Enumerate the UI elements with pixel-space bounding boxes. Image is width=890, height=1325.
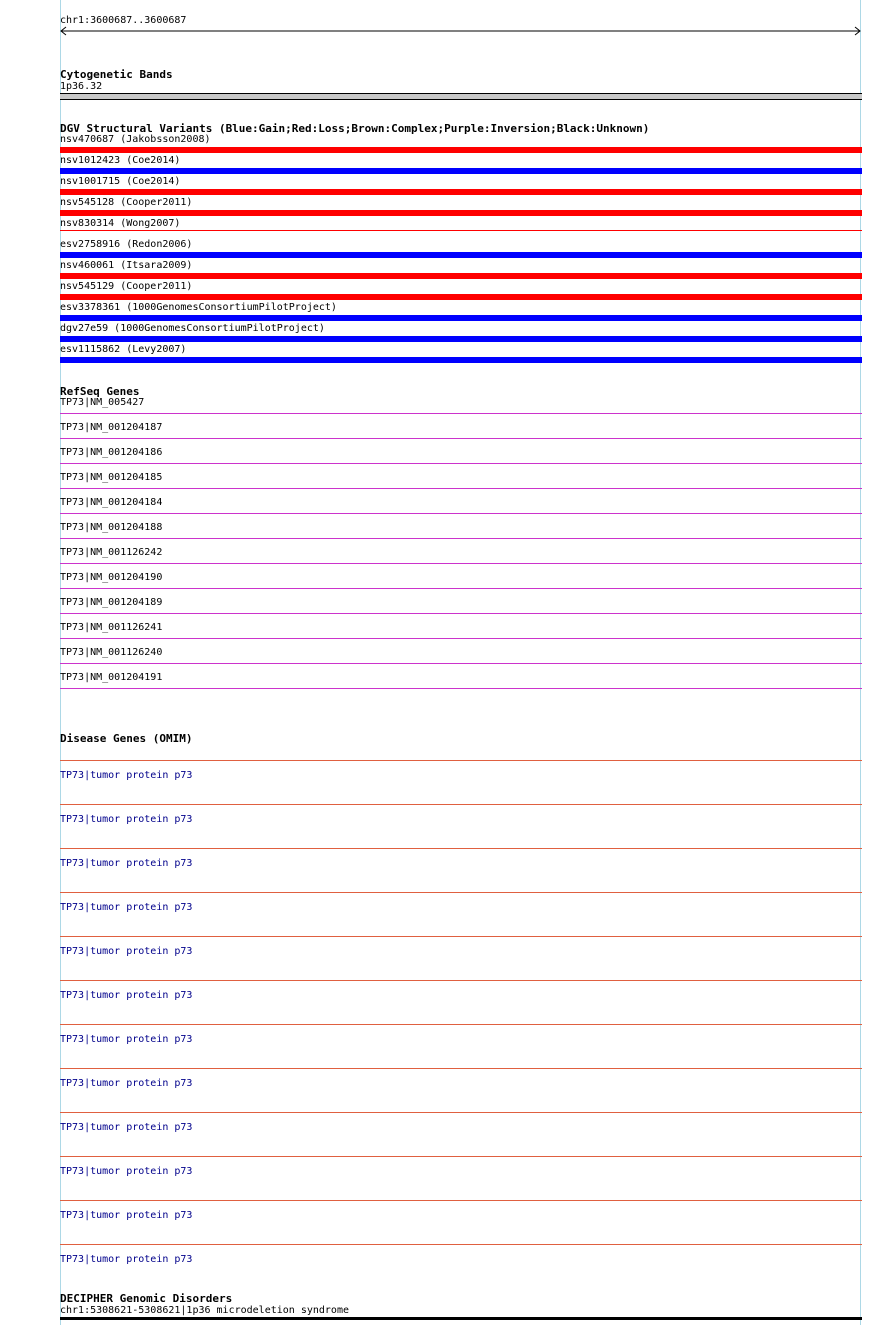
dgv-variant-bar[interactable]	[60, 189, 862, 195]
refseq-gene-line[interactable]	[60, 513, 862, 514]
refseq-gene-line[interactable]	[60, 463, 862, 464]
omim-gene-line[interactable]	[60, 1112, 862, 1113]
refseq-gene-label[interactable]: TP73|NM_001204190	[60, 572, 163, 583]
decipher-label[interactable]: chr1:5308621-5308621|1p36 microdeletion syndrome	[60, 1305, 349, 1316]
refseq-gene-line[interactable]	[60, 488, 862, 489]
refseq-gene-line[interactable]	[60, 638, 862, 639]
omim-gene-line[interactable]	[60, 936, 862, 937]
refseq-gene-line[interactable]	[60, 688, 862, 689]
omim-gene-link[interactable]: TP73|tumor protein p73	[60, 990, 193, 1001]
refseq-gene-label[interactable]: TP73|NM_001126240	[60, 647, 163, 658]
refseq-gene-line[interactable]	[60, 563, 862, 564]
refseq-gene-label[interactable]: TP73|NM_001126241	[60, 622, 163, 633]
omim-gene-link[interactable]: TP73|tumor protein p73	[60, 1254, 193, 1265]
refseq-gene-label[interactable]: TP73|NM_001204187	[60, 422, 163, 433]
position-label: chr1:3600687..3600687	[60, 15, 187, 26]
dgv-variant-label[interactable]: nsv460061 (Itsara2009)	[60, 260, 193, 271]
cytoband-bar[interactable]	[60, 93, 862, 100]
refseq-gene-label[interactable]: TP73|NM_001204189	[60, 597, 163, 608]
dgv-variant-label[interactable]: dgv27e59 (1000GenomesConsortiumPilotProject)	[60, 323, 325, 334]
omim-gene-line[interactable]	[60, 892, 862, 893]
omim-gene-link[interactable]: TP73|tumor protein p73	[60, 858, 193, 869]
dgv-variant-bar[interactable]	[60, 315, 862, 321]
dgv-variant-label[interactable]: nsv470687 (Jakobsson2008)	[60, 134, 211, 145]
omim-gene-line[interactable]	[60, 848, 862, 849]
omim-gene-line[interactable]	[60, 1156, 862, 1157]
refseq-gene-label[interactable]: TP73|NM_005427	[60, 397, 145, 408]
dgv-variant-label[interactable]: esv3378361 (1000GenomesConsortiumPilotProject)	[60, 302, 337, 313]
omim-gene-line[interactable]	[60, 1024, 862, 1025]
refseq-track-title: RefSeq Genes	[60, 385, 140, 398]
dgv-variant-bar[interactable]	[60, 336, 862, 342]
refseq-gene-label[interactable]: TP73|NM_001204188	[60, 522, 163, 533]
omim-gene-link[interactable]: TP73|tumor protein p73	[60, 1166, 193, 1177]
refseq-gene-line[interactable]	[60, 438, 862, 439]
dgv-variant-bar[interactable]	[60, 252, 862, 258]
dgv-variant-label[interactable]: nsv1012423 (Coe2014)	[60, 155, 181, 166]
omim-gene-line[interactable]	[60, 804, 862, 805]
refseq-gene-label[interactable]: TP73|NM_001126242	[60, 547, 163, 558]
dgv-variant-bar[interactable]	[60, 273, 862, 279]
refseq-gene-label[interactable]: TP73|NM_001204186	[60, 447, 163, 458]
omim-gene-link[interactable]: TP73|tumor protein p73	[60, 770, 193, 781]
refseq-gene-line[interactable]	[60, 588, 862, 589]
dgv-variant-bar[interactable]	[60, 168, 862, 174]
omim-gene-link[interactable]: TP73|tumor protein p73	[60, 946, 193, 957]
omim-gene-link[interactable]: TP73|tumor protein p73	[60, 1078, 193, 1089]
dgv-variant-label[interactable]: esv2758916 (Redon2006)	[60, 239, 193, 250]
omim-gene-line[interactable]	[60, 1200, 862, 1201]
dgv-variant-label[interactable]: nsv545128 (Cooper2011)	[60, 197, 193, 208]
dgv-variant-bar[interactable]	[60, 294, 862, 300]
refseq-gene-line[interactable]	[60, 413, 862, 414]
dgv-variant-label[interactable]: nsv1001715 (Coe2014)	[60, 176, 181, 187]
refseq-gene-label[interactable]: TP73|NM_001204184	[60, 497, 163, 508]
omim-gene-link[interactable]: TP73|tumor protein p73	[60, 902, 193, 913]
dgv-variant-label[interactable]: nsv830314 (Wong2007)	[60, 218, 181, 229]
omim-gene-line[interactable]	[60, 1068, 862, 1069]
dgv-track-title: DGV Structural Variants (Blue:Gain;Red:Loss;Brown:Complex;Purple:Inversion;Black:Unknown)	[60, 122, 650, 135]
position-ruler	[60, 26, 862, 37]
refseq-gene-label[interactable]: TP73|NM_001204185	[60, 472, 163, 483]
omim-gene-link[interactable]: TP73|tumor protein p73	[60, 1034, 193, 1045]
dgv-variant-bar[interactable]	[60, 147, 862, 153]
omim-track-title: Disease Genes (OMIM)	[60, 732, 193, 745]
dgv-variant-label[interactable]: esv1115862 (Levy2007)	[60, 344, 187, 355]
dgv-variant-bar[interactable]	[60, 230, 862, 231]
dgv-variant-bar[interactable]	[60, 210, 862, 216]
dgv-variant-label[interactable]: nsv545129 (Cooper2011)	[60, 281, 193, 292]
dgv-variant-bar[interactable]	[60, 357, 862, 363]
refseq-gene-line[interactable]	[60, 663, 862, 664]
refseq-gene-label[interactable]: TP73|NM_001204191	[60, 672, 163, 683]
cytoband-track-title: Cytogenetic Bands	[60, 68, 173, 81]
cytoband-label[interactable]: 1p36.32	[60, 81, 103, 92]
omim-gene-line[interactable]	[60, 1244, 862, 1245]
decipher-track-title: DECIPHER Genomic Disorders	[60, 1292, 233, 1305]
decipher-bar[interactable]	[60, 1317, 862, 1320]
omim-gene-link[interactable]: TP73|tumor protein p73	[60, 1210, 193, 1221]
omim-gene-link[interactable]: TP73|tumor protein p73	[60, 1122, 193, 1133]
omim-gene-line[interactable]	[60, 980, 862, 981]
omim-gene-line[interactable]	[60, 760, 862, 761]
refseq-gene-line[interactable]	[60, 613, 862, 614]
refseq-gene-line[interactable]	[60, 538, 862, 539]
omim-gene-link[interactable]: TP73|tumor protein p73	[60, 814, 193, 825]
